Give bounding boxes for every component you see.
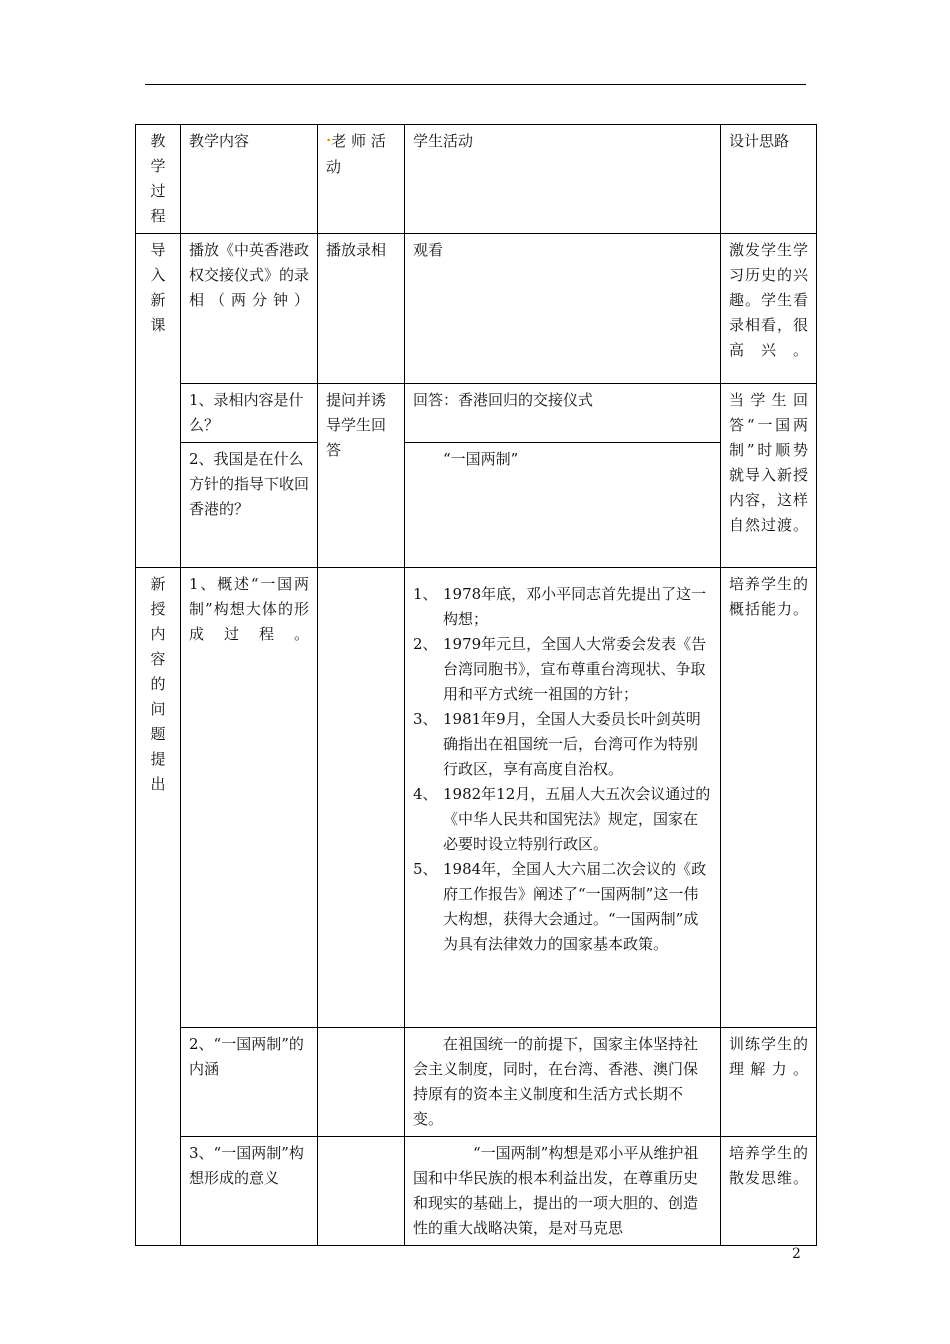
new-row2-teacher xyxy=(318,1028,405,1137)
new-row-2 xyxy=(136,1028,817,1137)
header-design-cell: 设计思路 xyxy=(721,125,817,234)
header-student-cell: 学生活动 xyxy=(405,125,721,234)
list-item: 1978年底，邓小平同志首先提出了这一构想； xyxy=(443,585,707,628)
intro-stage-cell: 导入新课 xyxy=(136,234,181,568)
new-row1-content: 1、概述“一国两制”构想大体的形成过程。 xyxy=(181,568,318,1028)
timeline-list xyxy=(413,582,712,957)
header-teacher-cell: •老 师 活 动 xyxy=(318,125,405,234)
intro-row2-teacher: 提问并诱导学生回答 xyxy=(318,384,405,568)
header-stage-cell: 教学过程 xyxy=(136,125,181,234)
intro-row-2 xyxy=(136,384,817,443)
intro-row2-content: 1、录相内容是什么？ xyxy=(181,384,318,443)
marker-dot: • xyxy=(326,136,332,147)
list-item: 1979年元旦，全国人大常委会发表《告台湾同胞书》，宣布尊重台湾现状、争取用和平方式统一祖国的方针； xyxy=(443,635,707,703)
header-content-cell: 教学内容 xyxy=(181,125,318,234)
new-row3-content: 3、“一国两制”构想形成的意义 xyxy=(181,1137,318,1246)
intro-row1-content: 播放《中英香港政权交接仪式》的录相（两分钟） xyxy=(181,234,318,384)
table-header-row xyxy=(136,125,817,234)
new-row3-teacher xyxy=(318,1137,405,1246)
intro-row3-student: “一国两制” xyxy=(405,443,721,568)
intro-row2-design: 当学生回答“一国两制”时顺势就导入新授内容，这样自然过渡。 xyxy=(721,384,817,568)
page-number: 2 xyxy=(792,1246,801,1262)
intro-row1-student: 观看 xyxy=(405,234,721,384)
list-item: 1981年9月，全国人大委员长叶剑英明确指出在祖国统一后，台湾可作为特别行政区，享有高度自治权。 xyxy=(443,710,701,778)
list-item: 1982年12月，五届人大五次会议通过的《中华人民共和国宪法》规定，国家在必要时设立特别行政区。 xyxy=(443,785,711,853)
intro-row1-design: 激发学生学习历史的兴趣。学生看录相看，很高兴。 xyxy=(721,234,817,384)
intro-row1-teacher: 播放录相 xyxy=(318,234,405,384)
new-row1-design: 培养学生的概括能力。 xyxy=(721,568,817,1028)
lesson-plan-table xyxy=(135,124,817,1246)
intro-row3-content: 2、我国是在什么方针的指导下收回香港的？ xyxy=(181,443,318,568)
new-row2-design: 训练学生的理解力。 xyxy=(721,1028,817,1137)
header-rule xyxy=(145,84,806,85)
new-row1-teacher xyxy=(318,568,405,1028)
new-row2-content: 2、“一国两制”的内涵 xyxy=(181,1028,318,1137)
new-row3-student: “一国两制”构想是邓小平从维护祖国和中华民族的根本利益出发，在尊重历史和现实的基础上，提出的一项大胆的、创造性的重大战略决策，是对马克思 xyxy=(405,1137,721,1246)
new-row2-student: 在祖国统一的前提下，国家主体坚持社会主义制度，同时，在台湾、香港、澳门保持原有的资本主义制度和生活方式长期不变。 xyxy=(405,1028,721,1137)
intro-row-3 xyxy=(136,443,817,568)
new-stage-cell: 新授内容的问题提出 xyxy=(136,568,181,1246)
new-row-1 xyxy=(136,568,817,1028)
new-row1-student xyxy=(405,568,721,1028)
intro-row2-student: 回答：香港回归的交接仪式 xyxy=(405,384,721,443)
list-item: 1984年，全国人大六届二次会议的《政府工作报告》阐述了“一国两制”这一伟大构想，获得大会通过。“一国两制”成为具有法律效力的国家基本政策。 xyxy=(443,860,707,953)
new-row-3 xyxy=(136,1137,817,1246)
new-row3-design: 培养学生的散发思维。 xyxy=(721,1137,817,1246)
intro-row-1 xyxy=(136,234,817,384)
